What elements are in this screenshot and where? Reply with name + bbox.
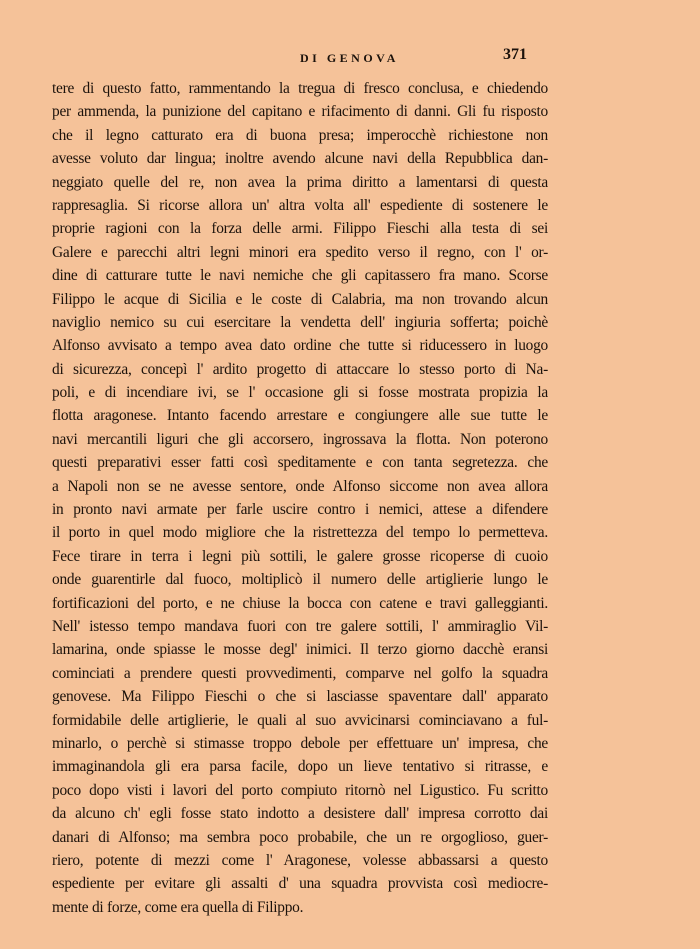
text-line: di sicurezza, concepì l' ardito progetto di attaccare lo stesso porto di Na- bbox=[52, 360, 548, 378]
text-line: a Napoli non se ne avesse sentore, onde Alfonso siccome non avea allora bbox=[52, 477, 548, 495]
text-line: minarlo, o perchè si stimasse troppo debole per effettuare un' impresa, che bbox=[52, 734, 548, 752]
text-line: questi preparativi esser fatti così speditamente e con tanta segretezza. che bbox=[52, 454, 548, 472]
text-line: Nell' istesso tempo mandava fuori con tre galere sottili, l' ammiraglio Vil- bbox=[52, 617, 548, 635]
text-line: cominciati a prendere questi provvedimenti, comparve nel golfo la squadra bbox=[52, 664, 548, 682]
text-line: immaginandola gli era parsa facile, dopo un lieve tentativo si ritrasse, e bbox=[52, 758, 548, 776]
text-line: neggiato quelle del re, non avea la prima diritto a lamentarsi di questa bbox=[52, 173, 548, 191]
text-line: il porto in quel modo migliore che la ristrettezza del tempo lo permetteva. bbox=[52, 524, 548, 542]
text-line: proprie ragioni con la forza delle armi. Filippo Fieschi alla testa di sei bbox=[52, 220, 548, 238]
text-line: per ammenda, la punizione del capitano e rifacimento di danni. Gli fu risposto bbox=[52, 103, 548, 121]
text-line: mente di forze, come era quella di Filippo. bbox=[52, 898, 304, 916]
text-line: riero, potente di mezzi come l' Aragonese, volesse abbassarsi a questo bbox=[52, 851, 548, 869]
text-line: rappresaglia. Si ricorse allora un' altra volta all' espediente di sostenere le bbox=[52, 196, 548, 214]
text-line: navi mercantili liguri che gli accorsero, ingrossava la flotta. Non poterono bbox=[52, 430, 548, 448]
text-line: da alcuno ch' egli fosse stato indotto a desistere dall' impresa corrotto dai bbox=[52, 805, 548, 823]
text-line: Fece tirare in terra i legni più sottili, le galere grosse ricoperse di cuoio bbox=[52, 547, 548, 565]
text-line: poli, e di incendiare ivi, se l' occasione gli si fosse mostrata propizia la bbox=[52, 384, 548, 402]
text-line: flotta aragonese. Intanto facendo arrestare e congiungere alle sue tutte le bbox=[52, 407, 548, 425]
text-line: dine di catturare tutte le navi nemiche che gli capitassero fra mano. Scorse bbox=[52, 267, 548, 285]
text-line: formidabile delle artiglierie, le quali al suo avvicinarsi cominciavano a ful- bbox=[52, 711, 548, 729]
text-line: che il legno catturato era di buona presa; imperocchè richiestone non bbox=[52, 126, 548, 144]
text-line: avesse voluto dar lingua; inoltre avendo alcune navi della Repubblica dan- bbox=[52, 150, 548, 168]
text-line: fortificazioni del porto, e ne chiuse la bocca con catene e travi galleggianti. bbox=[52, 594, 548, 612]
text-line: Filippo le acque di Sicilia e le coste di Calabria, ma non trovando alcun bbox=[52, 290, 548, 308]
text-line: lamarina, onde spiasse le mosse degl' inimici. Il terzo giorno dacchè eransi bbox=[52, 641, 548, 659]
text-line: Alfonso avvisato a tempo avea dato ordine che tutte si riducessero in luogo bbox=[52, 337, 548, 355]
text-line: genovese. Ma Filippo Fieschi o che si lasciasse spaventare dall' apparato bbox=[52, 688, 548, 706]
text-line: onde guarentirle dal fuoco, moltiplicò il numero delle artiglierie lungo le bbox=[52, 571, 548, 589]
text-line: danari di Alfonso; ma sembra poco probabile, che un re orgoglioso, guer- bbox=[52, 828, 548, 846]
running-head: DI GENOVA bbox=[300, 51, 399, 65]
text-line: poco dopo visti i lavori del porto compiuto ritornò nel Ligustico. Fu scritto bbox=[52, 781, 548, 799]
page-header bbox=[52, 46, 552, 70]
body-text bbox=[52, 77, 548, 919]
text-line: espediente per evitare gli assalti d' una squadra provvista così mediocre- bbox=[52, 875, 548, 893]
text-line: tere di questo fatto, rammentando la tregua di fresco conclusa, e chiedendo bbox=[52, 80, 548, 97]
text-line: Galere e parecchi altri legni minori era spedito verso il regno, con l' or- bbox=[52, 243, 548, 261]
text-line: in pronto navi armate per farle uscire contro i nemici, attese a difendere bbox=[52, 501, 548, 519]
page-number: 371 bbox=[503, 46, 527, 63]
text-line: naviglio nemico su cui esercitare la vendetta dell' ingiuria sofferta; poichè bbox=[52, 313, 548, 331]
